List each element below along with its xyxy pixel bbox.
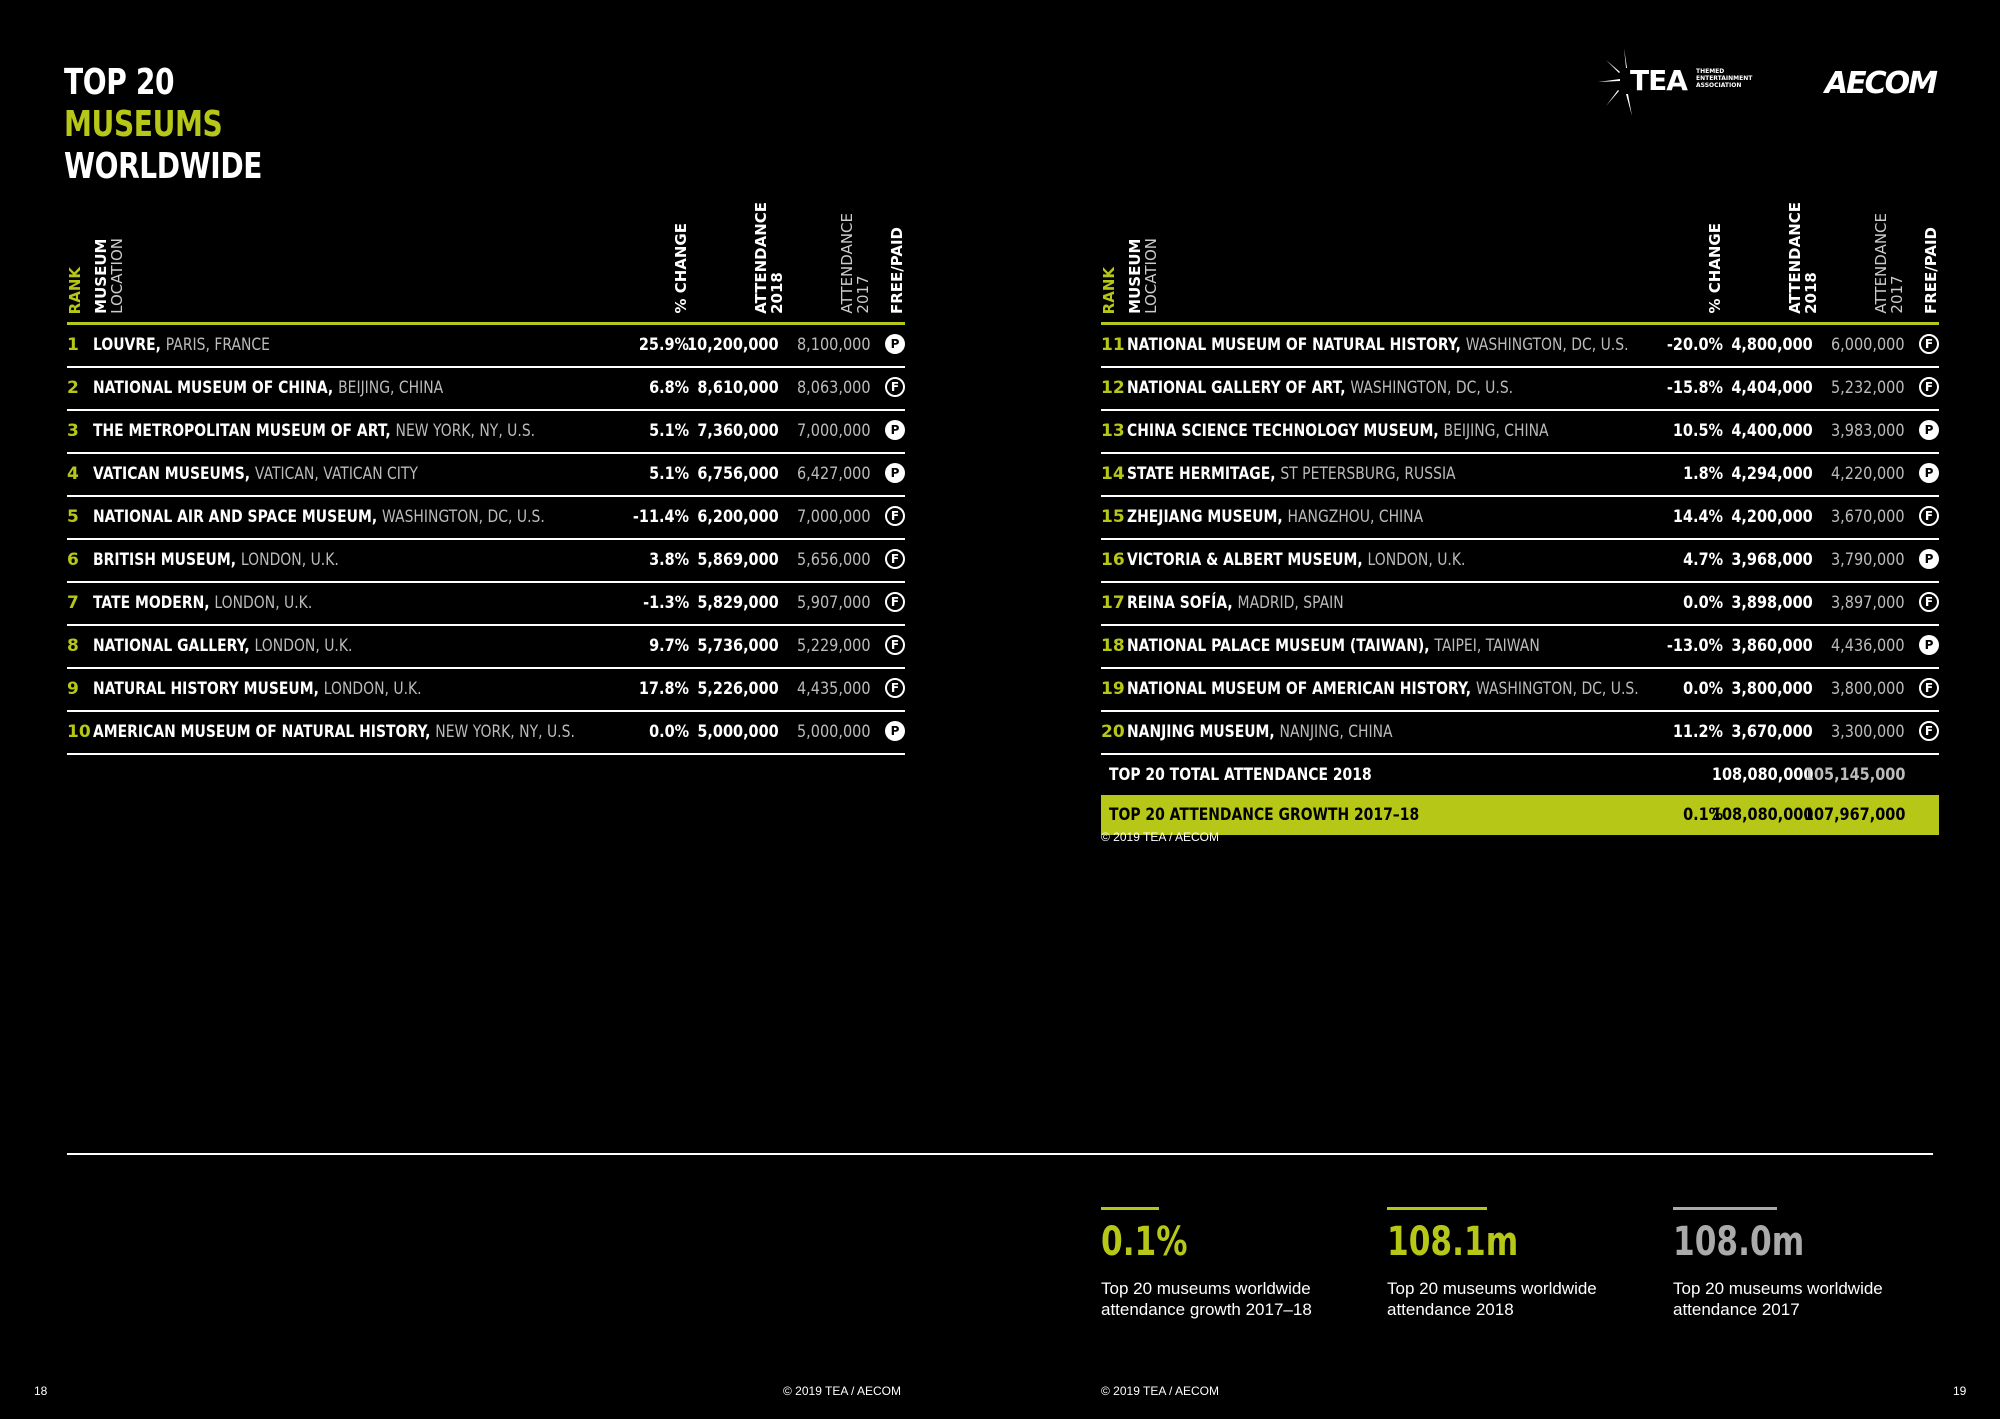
stat-bar	[1101, 1207, 1159, 1210]
rank-cell: 20	[1101, 722, 1125, 742]
rank-cell: 17	[1101, 593, 1125, 613]
free-badge-icon: F	[885, 377, 905, 397]
museum-location: WASHINGTON, DC, U.S.	[1465, 335, 1629, 355]
header-pct-change: % CHANGE	[1706, 223, 1724, 314]
museum-location: ST PETERSBURG, RUSSIA	[1280, 464, 1456, 484]
rank-cell: 14	[1101, 464, 1125, 484]
attendance-2018-cell: 8,610,000	[697, 378, 779, 398]
pct-change-cell: 17.8%	[638, 679, 689, 699]
museum-cell	[1127, 679, 1639, 699]
stat-bar	[1387, 1207, 1487, 1210]
pct-change-cell: -1.3%	[642, 593, 689, 613]
title-line-3: WORLDWIDE	[64, 146, 263, 187]
stat-attendance-2018	[1387, 1207, 1647, 1320]
total-attendance-2017: 105,145,000	[1803, 765, 1905, 785]
attendance-2017-cell: 7,000,000	[797, 421, 871, 441]
header-free-paid: FREE/PAID	[888, 226, 906, 314]
museum-cell	[93, 679, 422, 699]
attendance-2017-cell: 5,907,000	[797, 593, 871, 613]
pct-change-cell: -20.0%	[1666, 335, 1723, 355]
attendance-2018-cell: 7,360,000	[697, 421, 779, 441]
table-right	[1100, 202, 1940, 835]
rank-cell: 6	[67, 550, 79, 570]
table-row	[67, 669, 905, 712]
table-row	[1101, 454, 1939, 497]
header-attendance-2017	[839, 213, 871, 314]
museum-cell	[1127, 378, 1513, 398]
header-free-paid: FREE/PAID	[1922, 226, 1940, 314]
free-badge-icon: F	[1919, 721, 1939, 741]
rank-cell: 19	[1101, 679, 1125, 699]
free-badge-icon: F	[885, 678, 905, 698]
museum-name: CHINA SCIENCE TECHNOLOGY MUSEUM,	[1127, 421, 1439, 441]
rows-right	[1101, 325, 1939, 755]
attendance-2018-cell: 3,800,000	[1731, 679, 1813, 699]
museum-cell	[93, 722, 575, 742]
museum-cell	[1127, 722, 1393, 742]
attendance-2018-cell: 4,400,000	[1731, 421, 1813, 441]
stat-desc-line-2: attendance 2018	[1387, 1300, 1514, 1319]
museum-name: BRITISH MUSEUM,	[93, 550, 237, 570]
pct-change-cell: -13.0%	[1666, 636, 1723, 656]
stat-growth	[1101, 1207, 1361, 1320]
attendance-2017-cell: 6,427,000	[797, 464, 871, 484]
aecom-logo: AECOM	[1824, 66, 1936, 101]
attendance-2018-cell: 5,829,000	[697, 593, 779, 613]
rank-cell: 5	[67, 507, 79, 527]
table-row	[67, 626, 905, 669]
rank-cell: 7	[67, 593, 79, 613]
growth-pct: 0.1%	[1682, 805, 1723, 825]
museum-location: LONDON, U.K.	[1367, 550, 1466, 570]
pct-change-cell: -11.4%	[632, 507, 689, 527]
page-number-right: 19	[1953, 1384, 1967, 1398]
museum-location: VATICAN, VATICAN CITY	[254, 464, 418, 484]
header-att18-label: ATTENDANCE	[752, 202, 770, 314]
header-attendance-2018	[1787, 202, 1819, 314]
museum-location: BEIJING, CHINA	[338, 378, 444, 398]
museum-location: WASHINGTON, DC, U.S.	[1350, 378, 1514, 398]
museum-cell	[1127, 464, 1456, 484]
stat-value: 108.0m	[1673, 1219, 1805, 1265]
stat-description	[1673, 1278, 1933, 1320]
header-att17-year: 2017	[854, 275, 872, 314]
table-row	[1101, 712, 1939, 755]
museum-name: NATIONAL MUSEUM OF NATURAL HISTORY,	[1127, 335, 1461, 355]
museum-name: ZHEJIANG MUSEUM,	[1127, 507, 1283, 527]
attendance-2018-cell: 6,200,000	[697, 507, 779, 527]
museum-cell	[93, 593, 312, 613]
tea-sub-1: THEMED	[1696, 68, 1725, 75]
table-row	[67, 368, 905, 411]
table-header	[66, 202, 906, 325]
attendance-2018-cell: 5,226,000	[697, 679, 779, 699]
header-att18-label: ATTENDANCE	[1786, 202, 1804, 314]
table-copyright: © 2019 TEA / AECOM	[1101, 830, 1220, 844]
pct-change-cell: 0.0%	[1682, 679, 1723, 699]
table-left	[66, 202, 906, 755]
museum-cell	[1127, 507, 1423, 527]
table-row	[1101, 669, 1939, 712]
pct-change-cell: 9.7%	[648, 636, 689, 656]
paid-badge-icon: P	[885, 420, 905, 440]
museum-cell	[93, 550, 339, 570]
museum-name: STATE HERMITAGE,	[1127, 464, 1276, 484]
museum-cell	[93, 636, 352, 656]
header-attendance-2018	[753, 202, 785, 314]
rank-cell: 3	[67, 421, 79, 441]
attendance-2018-cell: 10,200,000	[687, 335, 779, 355]
header-attendance-2017	[1873, 213, 1905, 314]
tea-logo	[1596, 62, 1776, 112]
attendance-2017-cell: 3,790,000	[1831, 550, 1905, 570]
logos	[1596, 42, 1936, 122]
stat-value: 0.1%	[1101, 1219, 1188, 1265]
pct-change-cell: 5.1%	[648, 464, 689, 484]
table-row	[67, 497, 905, 540]
museum-location: BEIJING, CHINA	[1443, 421, 1549, 441]
growth-attendance-2018: 108,080,000	[1711, 805, 1813, 825]
free-badge-icon: F	[1919, 506, 1939, 526]
rank-cell: 1	[67, 335, 79, 355]
rank-cell: 18	[1101, 636, 1125, 656]
museum-cell	[1127, 636, 1540, 656]
free-badge-icon: F	[1919, 678, 1939, 698]
museum-name: LOUVRE,	[93, 335, 161, 355]
tea-subtitle	[1696, 68, 1752, 89]
attendance-2017-cell: 3,800,000	[1831, 679, 1905, 699]
table-row	[1101, 540, 1939, 583]
stat-bar	[1673, 1207, 1777, 1210]
museum-name: AMERICAN MUSEUM OF NATURAL HISTORY,	[93, 722, 431, 742]
stat-description	[1101, 1278, 1361, 1320]
museum-name: THE METROPOLITAN MUSEUM OF ART,	[93, 421, 391, 441]
stat-description	[1387, 1278, 1647, 1320]
rank-cell: 2	[67, 378, 79, 398]
museum-name: REINA SOFÍA,	[1127, 593, 1233, 613]
free-badge-icon: F	[885, 592, 905, 612]
attendance-2017-cell: 7,000,000	[797, 507, 871, 527]
stat-desc-line-2: attendance growth 2017–18	[1101, 1300, 1312, 1319]
rank-cell: 10	[67, 722, 91, 742]
attendance-2017-cell: 3,983,000	[1831, 421, 1905, 441]
museum-location: WASHINGTON, DC, U.S.	[1475, 679, 1639, 699]
attendance-2017-cell: 8,063,000	[797, 378, 871, 398]
growth-row	[1101, 795, 1939, 835]
free-badge-icon: F	[885, 506, 905, 526]
museum-cell	[93, 464, 418, 484]
museum-location: LONDON, U.K.	[240, 550, 339, 570]
header-att17-label: ATTENDANCE	[1872, 213, 1890, 314]
attendance-2018-cell: 5,000,000	[697, 722, 779, 742]
attendance-2018-cell: 4,404,000	[1731, 378, 1813, 398]
stat-desc-line-1: Top 20 museums worldwide	[1101, 1279, 1311, 1298]
attendance-2017-cell: 5,656,000	[797, 550, 871, 570]
table-row	[67, 325, 905, 368]
tea-text: TEA	[1630, 64, 1687, 97]
attendance-2018-cell: 6,756,000	[697, 464, 779, 484]
header-location: LOCATION	[108, 238, 126, 314]
museum-cell	[1127, 550, 1465, 570]
museum-cell	[93, 378, 443, 398]
title-line-1: TOP 20	[64, 62, 175, 103]
pct-change-cell: 11.2%	[1672, 722, 1723, 742]
paid-badge-icon: P	[1919, 420, 1939, 440]
pct-change-cell: 25.9%	[638, 335, 689, 355]
pct-change-cell: 0.0%	[648, 722, 689, 742]
attendance-2017-cell: 8,100,000	[797, 335, 871, 355]
growth-attendance-2017: 107,967,000	[1803, 805, 1905, 825]
rank-cell: 16	[1101, 550, 1125, 570]
museum-name: VICTORIA & ALBERT MUSEUM,	[1127, 550, 1363, 570]
museum-location: NEW YORK, NY, U.S.	[395, 421, 536, 441]
table-row	[67, 454, 905, 497]
attendance-2017-cell: 4,220,000	[1831, 464, 1905, 484]
attendance-2017-cell: 4,436,000	[1831, 636, 1905, 656]
museum-cell	[1127, 421, 1549, 441]
header-att18-year: 2018	[768, 272, 786, 314]
pct-change-cell: 5.1%	[648, 421, 689, 441]
attendance-2018-cell: 3,898,000	[1731, 593, 1813, 613]
museum-cell	[1127, 593, 1344, 613]
rank-cell: 11	[1101, 335, 1125, 355]
attendance-2017-cell: 5,232,000	[1831, 378, 1905, 398]
table-row	[1101, 368, 1939, 411]
attendance-2017-cell: 6,000,000	[1831, 335, 1905, 355]
header-museum-location	[1127, 238, 1159, 314]
footer-copyright-left: © 2019 TEA / AECOM	[783, 1384, 902, 1398]
attendance-2018-cell: 3,670,000	[1731, 722, 1813, 742]
attendance-2017-cell: 4,435,000	[797, 679, 871, 699]
table-row	[67, 712, 905, 755]
pct-change-cell: 1.8%	[1682, 464, 1723, 484]
attendance-2017-cell: 3,670,000	[1831, 507, 1905, 527]
stat-attendance-2017	[1673, 1207, 1933, 1320]
paid-badge-icon: P	[1919, 463, 1939, 483]
stat-desc-line-2: attendance 2017	[1673, 1300, 1800, 1319]
museum-cell	[93, 335, 270, 355]
divider	[67, 1153, 1933, 1155]
museum-location: LONDON, U.K.	[323, 679, 422, 699]
museum-location: MADRID, SPAIN	[1237, 593, 1344, 613]
pct-change-cell: -15.8%	[1666, 378, 1723, 398]
free-badge-icon: F	[1919, 334, 1939, 354]
free-badge-icon: F	[885, 635, 905, 655]
museum-location: TAIPEI, TAIWAN	[1434, 636, 1540, 656]
rows-left	[67, 325, 905, 755]
attendance-2018-cell: 3,968,000	[1731, 550, 1813, 570]
paid-badge-icon: P	[885, 463, 905, 483]
page-title	[64, 62, 262, 188]
museum-name: NATURAL HISTORY MUSEUM,	[93, 679, 319, 699]
paid-badge-icon: P	[885, 334, 905, 354]
table-row	[67, 583, 905, 626]
attendance-2018-cell: 4,200,000	[1731, 507, 1813, 527]
attendance-2017-cell: 3,897,000	[1831, 593, 1905, 613]
tea-sub-3: ASSOCIATION	[1696, 82, 1742, 89]
total-label: TOP 20 TOTAL ATTENDANCE 2018	[1109, 765, 1372, 785]
header-museum: MUSEUM	[92, 238, 110, 314]
free-badge-icon: F	[885, 549, 905, 569]
stat-desc-line-1: Top 20 museums worldwide	[1673, 1279, 1883, 1298]
table-header	[1100, 202, 1940, 325]
pct-change-cell: 14.4%	[1672, 507, 1723, 527]
museum-location: NANJING, CHINA	[1279, 722, 1393, 742]
museum-location: NEW YORK, NY, U.S.	[435, 722, 575, 742]
rank-cell: 12	[1101, 378, 1125, 398]
pct-change-cell: 3.8%	[648, 550, 689, 570]
header-museum: MUSEUM	[1126, 238, 1144, 314]
table-row	[1101, 497, 1939, 540]
table-row	[67, 540, 905, 583]
attendance-2017-cell: 5,229,000	[797, 636, 871, 656]
paid-badge-icon: P	[1919, 549, 1939, 569]
museum-name: NATIONAL GALLERY OF ART,	[1127, 378, 1346, 398]
rank-cell: 9	[67, 679, 79, 699]
museum-name: NANJING MUSEUM,	[1127, 722, 1275, 742]
rank-cell: 15	[1101, 507, 1125, 527]
total-row	[1101, 755, 1939, 795]
tea-sub-2: ENTERTAINMENT	[1696, 75, 1753, 82]
table-row	[1101, 583, 1939, 626]
table-row	[1101, 411, 1939, 454]
rank-cell: 4	[67, 464, 79, 484]
attendance-2018-cell: 5,736,000	[697, 636, 779, 656]
stat-desc-line-1: Top 20 museums worldwide	[1387, 1279, 1597, 1298]
museum-name: NATIONAL PALACE MUSEUM (TAIWAN),	[1127, 636, 1430, 656]
museum-cell	[1127, 335, 1629, 355]
table-row	[1101, 325, 1939, 368]
free-badge-icon: F	[1919, 377, 1939, 397]
museum-name: VATICAN MUSEUMS,	[93, 464, 251, 484]
museum-name: NATIONAL MUSEUM OF CHINA,	[93, 378, 334, 398]
footer-copyright-right: © 2019 TEA / AECOM	[1101, 1384, 1220, 1398]
table-row	[1101, 626, 1939, 669]
paid-badge-icon: P	[885, 721, 905, 741]
attendance-2017-cell: 5,000,000	[797, 722, 871, 742]
free-badge-icon: F	[1919, 592, 1939, 612]
stat-value: 108.1m	[1387, 1219, 1519, 1265]
museum-location: HANGZHOU, CHINA	[1287, 507, 1424, 527]
header-att17-label: ATTENDANCE	[838, 213, 856, 314]
title-line-2: MUSEUMS	[64, 104, 223, 145]
header-att18-year: 2018	[1802, 272, 1820, 314]
attendance-2018-cell: 5,869,000	[697, 550, 779, 570]
attendance-2018-cell: 3,860,000	[1731, 636, 1813, 656]
museum-name: NATIONAL AIR AND SPACE MUSEUM,	[93, 507, 378, 527]
museum-location: PARIS, FRANCE	[165, 335, 270, 355]
attendance-2018-cell: 4,294,000	[1731, 464, 1813, 484]
museum-location: LONDON, U.K.	[254, 636, 353, 656]
pct-change-cell: 10.5%	[1672, 421, 1723, 441]
museum-name: NATIONAL GALLERY,	[93, 636, 250, 656]
attendance-2017-cell: 3,300,000	[1831, 722, 1905, 742]
rank-cell: 8	[67, 636, 79, 656]
growth-label: TOP 20 ATTENDANCE GROWTH 2017–18	[1109, 805, 1420, 825]
museum-location: LONDON, U.K.	[214, 593, 313, 613]
header-rank: RANK	[1100, 266, 1118, 314]
museum-cell	[93, 421, 535, 441]
table-row	[67, 411, 905, 454]
page-number-left: 18	[34, 1384, 48, 1398]
header-museum-location	[93, 238, 125, 314]
pct-change-cell: 4.7%	[1682, 550, 1723, 570]
rank-cell: 13	[1101, 421, 1125, 441]
museum-cell	[93, 507, 545, 527]
header-rank: RANK	[66, 266, 84, 314]
pct-change-cell: 6.8%	[648, 378, 689, 398]
pct-change-cell: 0.0%	[1682, 593, 1723, 613]
header-att17-year: 2017	[1888, 275, 1906, 314]
total-attendance-2018: 108,080,000	[1711, 765, 1813, 785]
paid-badge-icon: P	[1919, 635, 1939, 655]
museum-location: WASHINGTON, DC, U.S.	[382, 507, 545, 527]
museum-name: NATIONAL MUSEUM OF AMERICAN HISTORY,	[1127, 679, 1472, 699]
attendance-2018-cell: 4,800,000	[1731, 335, 1813, 355]
header-pct-change: % CHANGE	[672, 223, 690, 314]
header-location: LOCATION	[1142, 238, 1160, 314]
museum-name: TATE MODERN,	[93, 593, 210, 613]
